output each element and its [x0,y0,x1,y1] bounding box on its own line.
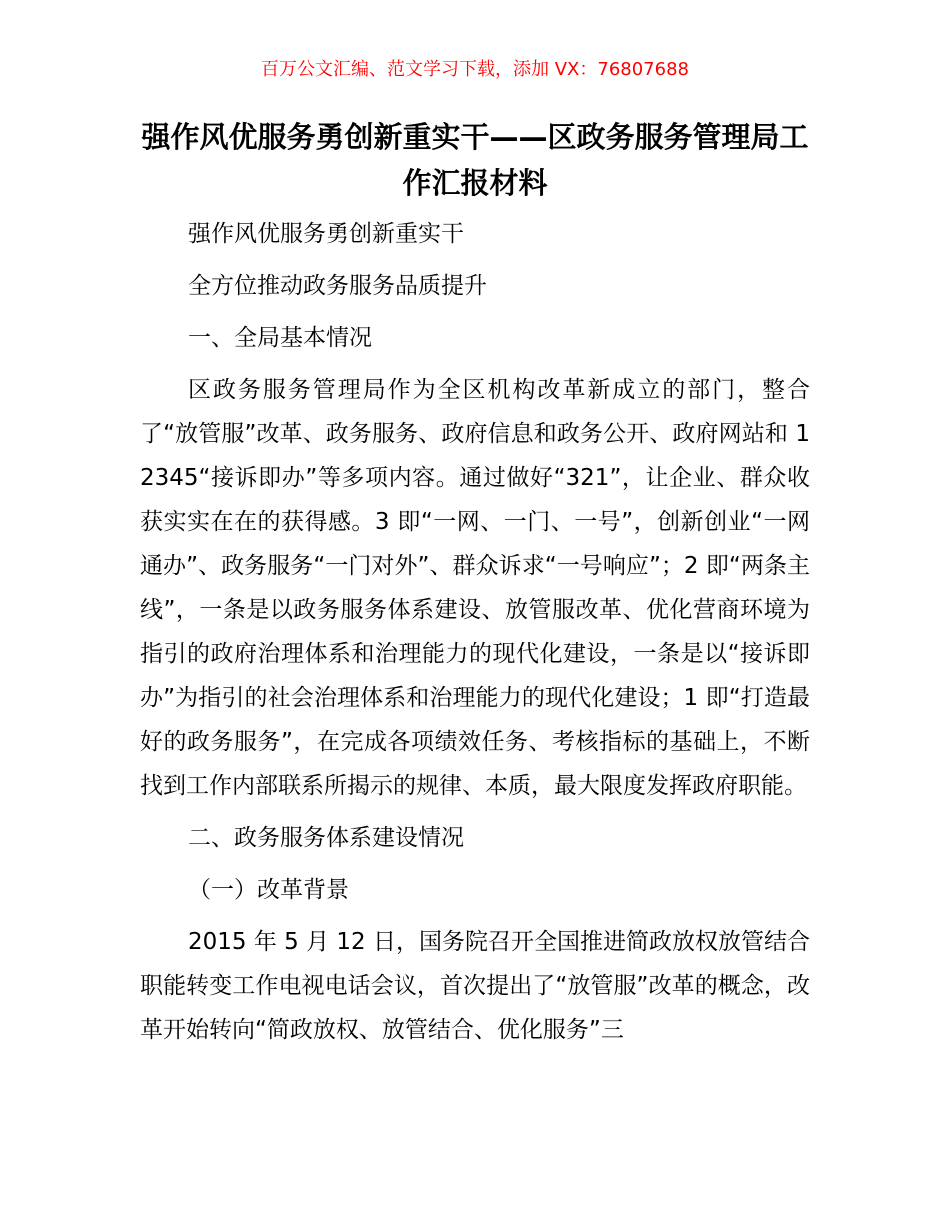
section-heading-2: 二、政务服务体系建设情况 [188,825,464,851]
document-body [140,212,810,1052]
subtitle-line-2: 全方位推动政务服务品质提升 [188,273,487,299]
header-note: 百万公文汇编、范文学习下载，添加 VX：76807688 [261,59,689,80]
subsection-heading-1: （一）改革背景 [188,877,349,903]
section-heading-1: 一、全局基本情况 [188,325,372,351]
subtitle-line-1: 强作风优服务勇创新重实干 [188,221,464,247]
body-paragraph-background: 2015 年 5 月 12 日，国务院召开全国推进简政放权放管结合职能转变工作电视电话会议，首次提出了“放管服”改革的概念，改革开始转向“简政放权、放管结合、优化服务”三 [140,929,810,1043]
body-paragraph-overview: 区政务服务管理局作为全区机构改革新成立的部门，整合了“放管服”改革、政务服务、政府信息和政务公开、政府网站和 12345“接诉即办”等多项内容。通过做好“321”，让企业、群众收获实实在在的获得感。3 即“一网、一门、一号”，创新创业“一网通办”、政务服务“一门对外”、群众诉求“一号响应”；2 即“两条主线”，一条是以政务服务体系建设、放管服改革、优化营商环境为指引的政府治理体系和治理能力的现代化建设，一条是以“接诉即办”为指引的社会治理体系和治理能力的现代化建设；1 即“打造最好的政务服务”，在完成各项绩效任务、考核指标的基础上，不断找到工作内部联系所揭示的规律、本质，最大限度发挥政府职能。 [140,377,810,799]
document-title: 强作风优服务勇创新重实干——区政务服务管理局工作汇报材料 [141,120,809,200]
